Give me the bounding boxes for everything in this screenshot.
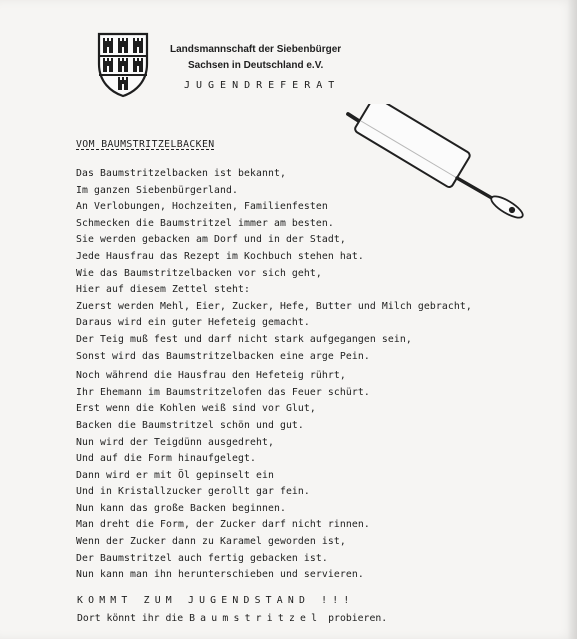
- document-title: VOM BAUMSTRITZELBACKEN: [76, 139, 215, 150]
- poem-line: Daraus wird ein guter Hefeteig gemacht.: [76, 317, 310, 329]
- poem-stanza-1: [76, 166, 546, 365]
- poem-line: Noch während die Hausfrau den Hefeteig rührt,: [76, 370, 346, 382]
- poem-line: Wenn der Zucker dann zu Karamel geworden ist,: [76, 536, 346, 548]
- poem-line: Ihr Ehemann im Baumstritzelofen das Feuer schürt.: [76, 386, 370, 398]
- poem-line: Jede Hausfrau das Rezept im Kochbuch stehen hat.: [76, 250, 364, 262]
- poem-text: [76, 166, 546, 584]
- poem-line: Erst wenn die Kohlen weiß sind vor Glut,: [76, 403, 316, 415]
- footer-invitation: [77, 613, 387, 624]
- poem-line: Zuerst werden Mehl, Eier, Zucker, Hefe, Butter und Milch gebracht,: [76, 300, 472, 312]
- department-label: JUGENDREFERAT: [184, 80, 341, 91]
- poem-line: Dann wird er mit Öl gepinselt ein: [76, 469, 274, 481]
- poem-line: Nun wird der Teigdünn ausgedreht,: [76, 436, 274, 448]
- poem-line: Backen die Baumstritzel schön und gut.: [76, 419, 304, 431]
- poem-stanza-2: [76, 368, 546, 584]
- poem-line: Und auf die Form hinaufgelegt.: [76, 453, 256, 465]
- poem-line: Das Baumstritzelbacken ist bekannt,: [76, 168, 286, 179]
- poem-line: Sonst wird das Baumstritzelbacken eine arge Pein.: [76, 350, 370, 362]
- poem-line: Wie das Baumstritzelbacken vor sich geht,: [76, 267, 322, 279]
- coat-of-arms-icon: [95, 30, 151, 98]
- poem-line: Der Baumstritzel auch fertig gebacken ist.: [76, 552, 328, 564]
- poem-line: Man dreht die Form, der Zucker darf nicht rinnen.: [76, 519, 370, 531]
- footer-invitation-suffix: probieren.: [322, 613, 388, 624]
- poem-line: Und in Kristallzucker gerollt gar fein.: [76, 486, 310, 498]
- poem-line: Nun kann das große Backen beginnen.: [76, 502, 286, 514]
- footer-invitation-prefix: Dort könnt ihr die: [77, 613, 190, 624]
- poem-line: Nun kann man ihn herunterschieben und servieren.: [76, 569, 364, 581]
- organization-name: [170, 42, 430, 74]
- poem-line: Im ganzen Siebenbürgerland.: [76, 184, 238, 196]
- footer-callout: KOMMT ZUM JUGENDSTAND !!!: [77, 595, 355, 606]
- poem-line: Sie werden gebacken am Dorf und in der Stadt,: [76, 234, 346, 246]
- poem-line: Hier auf diesem Zettel steht:: [76, 284, 250, 296]
- poem-line: An Verlobungen, Hochzeiten, Familienfesten: [76, 201, 328, 213]
- footer-invitation-emphasis: Baumstritzel: [189, 613, 323, 624]
- poem-line: Schmecken die Baumstritzel immer am besten.: [76, 217, 334, 229]
- poem-line: Der Teig muß fest und darf nicht stark aufgegangen sein,: [76, 333, 412, 345]
- organization-line-2: Sachsen in Deutschland e.V.: [188, 60, 324, 71]
- organization-line-1: Landsmannschaft der Siebenbürger: [170, 44, 342, 55]
